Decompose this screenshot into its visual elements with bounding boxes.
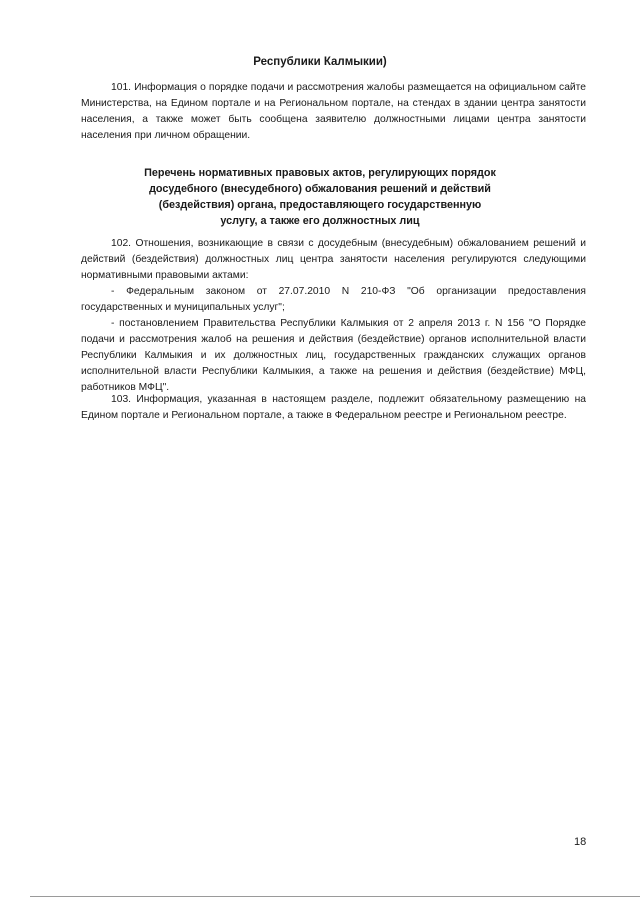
paragraph-103-text: 103. Информация, указанная в настоящем разделе, подлежит обязательному размещению на Едином портале и Региональном портале, а также в Федеральном реестре и Региональном реестре. bbox=[81, 394, 586, 421]
bullet-government-decree bbox=[81, 316, 586, 396]
heading-line-3: (бездействия) органа, предоставляющего государственную bbox=[158, 199, 482, 211]
paragraph-103 bbox=[81, 392, 586, 424]
bullet-federal-law-text: - Федеральным законом от 27.07.2010 N 210-ФЗ "Об организации предоставления государственных и муниципальных услуг"; bbox=[81, 286, 586, 313]
paragraph-101-text: 101. Информация о порядке подачи и рассмотрения жалобы размещается на официальном сайте Министерства, на Едином портале и на Региональном портале, на стендах в здании центра занятости населения, а также может быть сообщена заявителю должностными лицами центра занятости населения при личном обращении. bbox=[81, 82, 586, 141]
section-heading bbox=[100, 165, 540, 229]
page-number: 18 bbox=[574, 836, 587, 848]
paragraph-102-text: 102. Отношения, возникающие в связи с досудебным (внесудебным) обжалованием решений и действий (бездействия) должностных лиц центра занятости населения регулируются следующими нормативными правовыми актами: bbox=[81, 238, 586, 281]
paragraph-102 bbox=[81, 236, 586, 284]
bullet-government-decree-text: - постановлением Правительства Республики Калмыкия от 2 апреля 2013 г. N 156 "О Порядке подачи и рассмотрения жалоб на решения и действия (бездействие) органов исполнительной власти Республики Калмыкия и их должностных лиц, государственных гражданских служащих органов исполнительной власти Республики Калмыкия, а также на решения и действия (бездействие) МФЦ, работников МФЦ". bbox=[81, 318, 586, 393]
bottom-rule bbox=[30, 896, 640, 897]
heading-line-4: услугу, а также его должностных лиц bbox=[220, 215, 420, 227]
bullet-federal-law bbox=[81, 284, 586, 316]
paragraph-101 bbox=[81, 80, 586, 144]
heading-line-2: досудебного (внесудебного) обжалования решений и действий bbox=[149, 183, 491, 195]
heading-line-1: Перечень нормативных правовых актов, регулирующих порядок bbox=[144, 167, 496, 179]
title-fragment: Республики Калмыкии) bbox=[253, 56, 387, 68]
